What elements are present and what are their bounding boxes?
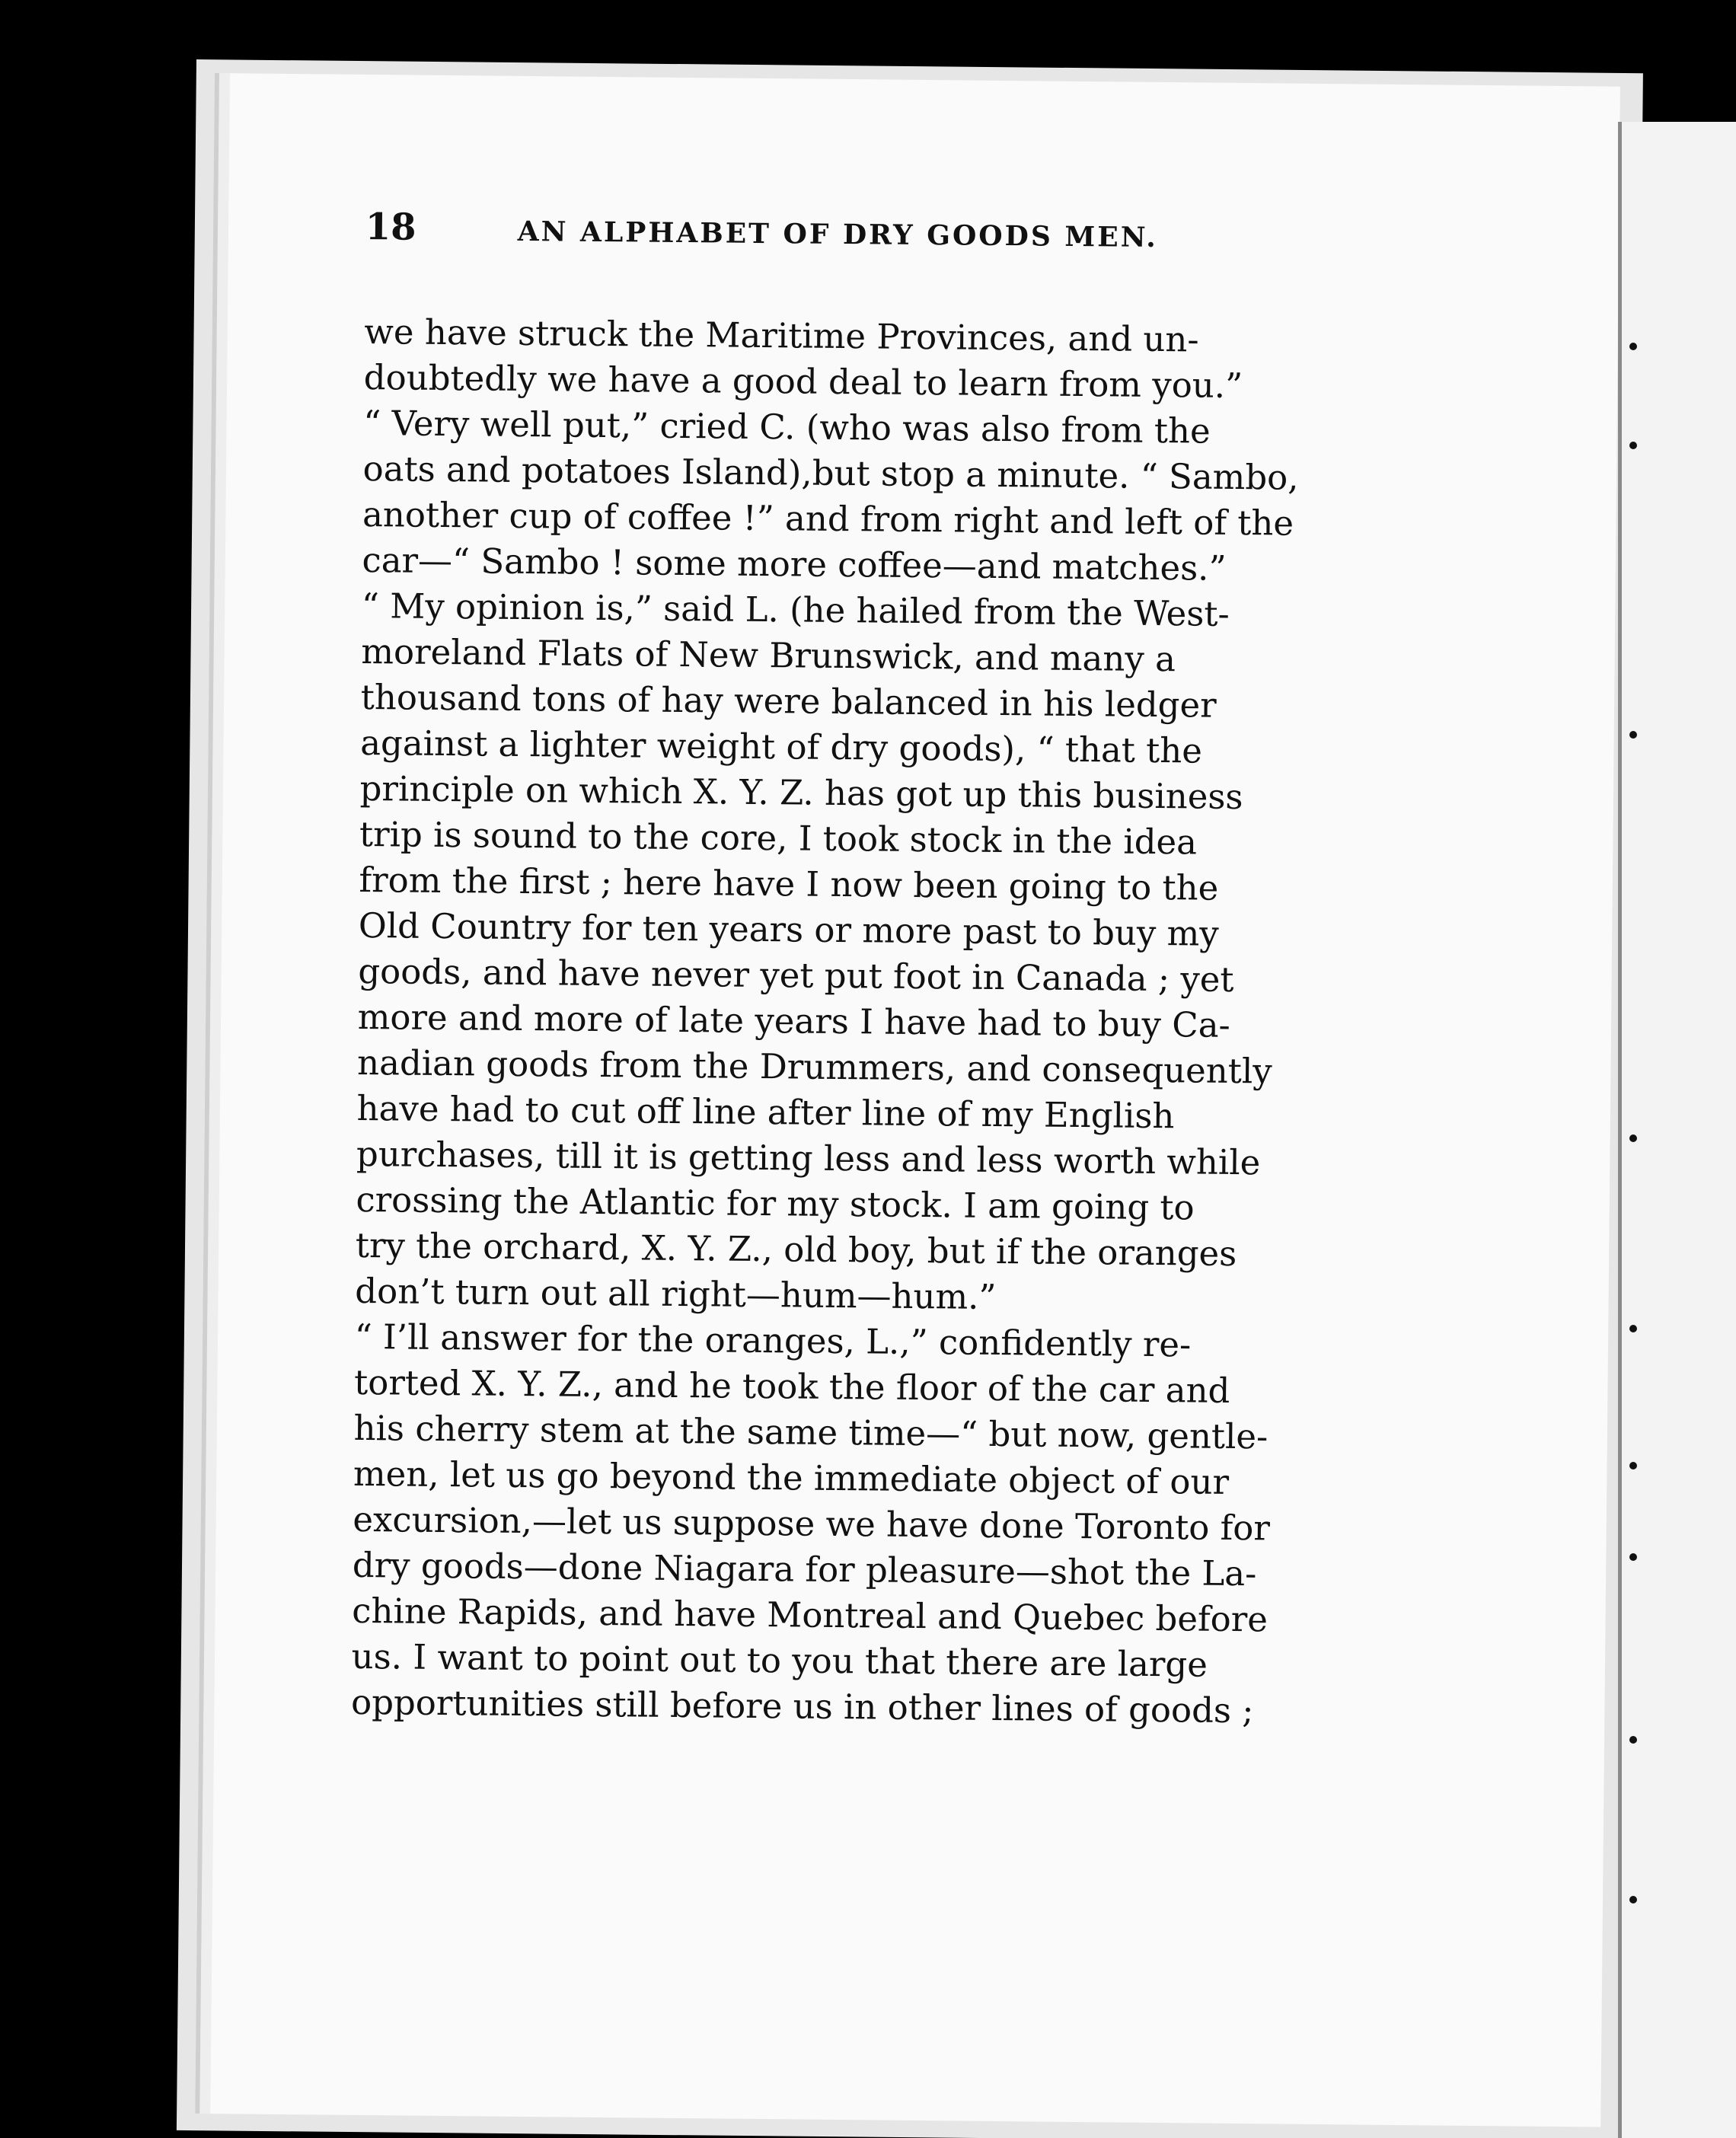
text-line: men, let us go beyond the immediate object of our (353, 1453, 1230, 1502)
page-header (365, 206, 1447, 285)
binding-mark (1629, 1553, 1637, 1561)
body-text (351, 309, 1446, 1736)
text-line: opportunities still before us in other lines of goods ; (350, 1681, 1254, 1731)
text-line: thousand tons of hay were balanced in his ledger (360, 676, 1217, 726)
text-line: torted X. Y. Z., and he took the floor of the car and (353, 1361, 1230, 1411)
text-line: crossing the Atlantic for my stock. I am going to (356, 1179, 1195, 1228)
text-line: us. I want to point out to you that there are large (351, 1635, 1208, 1685)
text-line: we have struck the Maritime Provinces, and un- (364, 311, 1199, 360)
page-number: 18 (365, 206, 416, 249)
text-line: don’t turn out all right—hum—hum.” (355, 1270, 997, 1318)
binding-mark (1629, 1462, 1637, 1469)
text-line: purchases, till it is getting less and less worth while (356, 1133, 1261, 1183)
binding-mark (1629, 1134, 1637, 1142)
text-line: dry goods—done Niagara for pleasure—shot the La- (352, 1544, 1257, 1594)
binding-mark (1629, 1736, 1637, 1744)
text-line: from the first ; here have I now been going to the (359, 859, 1219, 908)
text-line: more and more of late years I have had to buy Ca- (357, 996, 1231, 1045)
text-line: excursion,—let us suppose we have done Toronto for (353, 1498, 1271, 1549)
text-line: nadian goods from the Drummers, and consequently (356, 1042, 1272, 1092)
text-line: Old Country for ten years or more past to buy my (358, 905, 1220, 954)
text-line: another cup of coffee !” and from right and left of the (362, 493, 1294, 544)
facing-page-edge (1618, 122, 1736, 2138)
text-line: principle on which X. Y. Z. has got up this business (359, 767, 1243, 818)
text-line: trip is sound to the core, I took stock in the idea (359, 813, 1198, 863)
binding-mark (1629, 1896, 1637, 1903)
binding-mark (1629, 1325, 1637, 1332)
text-line: car—“ Sambo ! some more coffee—and matches.” (362, 539, 1227, 589)
text-line: goods, and have never yet put foot in Canada ; yet (358, 950, 1234, 1000)
text-line: doubtedly we have a good deal to learn from you.” (363, 356, 1243, 407)
text-line: “ My opinion is,” said L. (he hailed from the West- (361, 585, 1230, 634)
text-line: “ I’ll answer for the oranges, L.,” confidently re- (354, 1316, 1192, 1365)
binding-mark (1629, 343, 1637, 350)
text-line: oats and potatoes Island),but stop a minute. “ Sambo, (362, 448, 1299, 498)
text-line: his cherry stem at the same time—“ but now, gentle- (353, 1407, 1268, 1457)
page-text (351, 206, 1447, 1736)
running-title: AN ALPHABET OF DRY GOODS MEN. (517, 215, 1159, 254)
text-line: chine Rapids, and have Montreal and Quebec before (352, 1590, 1268, 1640)
text-line: try the orchard, X. Y. Z., old boy, but if the oranges (355, 1224, 1237, 1275)
binding-mark (1629, 731, 1637, 739)
binding-mark (1629, 442, 1637, 449)
text-line: moreland Flats of New Brunswick, and many a (361, 630, 1176, 680)
text-line: against a lighter weight of dry goods), “ that the (359, 722, 1203, 771)
text-line: “ Very well put,” cried C. (who was also from the (363, 402, 1211, 452)
text-line: have had to cut off line after line of my English (356, 1087, 1175, 1137)
